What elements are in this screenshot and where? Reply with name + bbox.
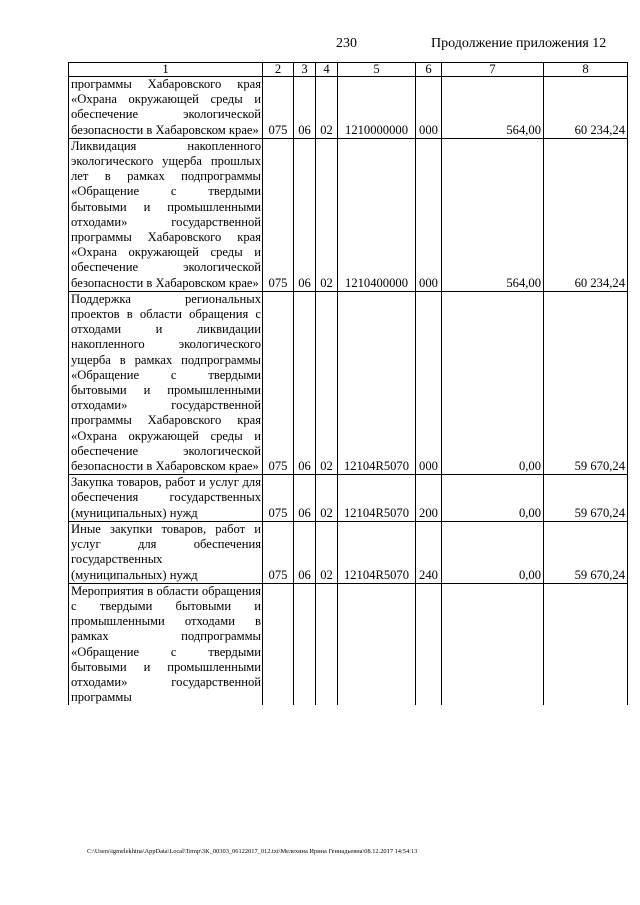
- page-number: 230: [336, 36, 357, 51]
- section-cell: 06: [294, 475, 316, 522]
- amount-col8-cell: 60 234,24: [544, 77, 628, 139]
- table-row: [69, 475, 628, 522]
- subsection-cell: 02: [316, 475, 338, 522]
- ministry-code-cell: 075: [263, 475, 294, 522]
- amount-col8-cell: [544, 583, 628, 705]
- table-header-row: [69, 63, 628, 77]
- column-header-8: 8: [544, 63, 628, 77]
- amount-col7-cell: 0,00: [442, 521, 544, 583]
- section-cell: 06: [294, 138, 316, 291]
- amount-col8-cell: 59 670,24: [544, 521, 628, 583]
- subsection-cell: [316, 583, 338, 705]
- expense-type-cell: 000: [416, 77, 442, 139]
- table-row: [69, 138, 628, 291]
- subsection-cell: 02: [316, 77, 338, 139]
- amount-col7-cell: 564,00: [442, 77, 544, 139]
- column-header-3: 3: [294, 63, 316, 77]
- amount-col7-cell: 0,00: [442, 475, 544, 522]
- column-header-1: 1: [69, 63, 263, 77]
- target-article-cell: [338, 583, 416, 705]
- expense-type-cell: 240: [416, 521, 442, 583]
- budget-table: [68, 62, 628, 705]
- amount-col8-cell: 59 670,24: [544, 475, 628, 522]
- section-cell: 06: [294, 77, 316, 139]
- table-row: [69, 521, 628, 583]
- row-name-cell: Иные закупки товаров, работ и услуг для обеспечения государственных (муниципальных) нужд: [69, 521, 263, 583]
- row-name-cell: Закупка товаров, работ и услуг для обеспечения государственных (муниципальных) нужд: [69, 475, 263, 522]
- column-header-5: 5: [338, 63, 416, 77]
- column-header-7: 7: [442, 63, 544, 77]
- amount-col8-cell: 59 670,24: [544, 291, 628, 474]
- ministry-code-cell: 075: [263, 521, 294, 583]
- target-article-cell: 1210000000: [338, 77, 416, 139]
- expense-type-cell: 200: [416, 475, 442, 522]
- ministry-code-cell: 075: [263, 138, 294, 291]
- expense-type-cell: 000: [416, 138, 442, 291]
- section-cell: [294, 583, 316, 705]
- ministry-code-cell: [263, 583, 294, 705]
- section-cell: 06: [294, 291, 316, 474]
- row-name-cell: программы Хабаровского края «Охрана окружающей среды и обеспечение экологической безопасности в Хабаровском крае»: [69, 77, 263, 139]
- target-article-cell: 12104R5070: [338, 291, 416, 474]
- table-row: [69, 583, 628, 705]
- section-cell: 06: [294, 521, 316, 583]
- amount-col7-cell: [442, 583, 544, 705]
- target-article-cell: 12104R5070: [338, 521, 416, 583]
- amount-col8-cell: 60 234,24: [544, 138, 628, 291]
- table-row: [69, 291, 628, 474]
- column-header-6: 6: [416, 63, 442, 77]
- subsection-cell: 02: [316, 291, 338, 474]
- target-article-cell: 12104R5070: [338, 475, 416, 522]
- amount-col7-cell: 564,00: [442, 138, 544, 291]
- column-header-2: 2: [263, 63, 294, 77]
- expense-type-cell: [416, 583, 442, 705]
- target-article-cell: 1210400000: [338, 138, 416, 291]
- row-name-cell: Мероприятия в области обращения с твердыми бытовыми и промышленными отходами в рамках подпрограммы «Обращение с твердыми бытовыми и промышленными отходами» государственной программы: [69, 583, 263, 705]
- table-row: [69, 77, 628, 139]
- row-name-cell: Поддержка региональных проектов в области обращения с отходами и ликвидации накопленного экологического ущерба в рамках подпрограммы «Обращение с твердыми бытовыми и промышленными отходами» государственной программы Хабаровского края «Охрана окружающей среды и обеспечение экологической безопасности в Хабаровском крае»: [69, 291, 263, 474]
- amount-col7-cell: 0,00: [442, 291, 544, 474]
- file-path-footer: C:\Users\igmelekhina\AppData\Local\Temp\3K_00303_06122017_012.txt\Мелехина Ирина Геннадьевна\08.12.2017 14:54:13: [87, 848, 418, 855]
- ministry-code-cell: 075: [263, 291, 294, 474]
- ministry-code-cell: 075: [263, 77, 294, 139]
- subsection-cell: 02: [316, 521, 338, 583]
- expense-type-cell: 000: [416, 291, 442, 474]
- subsection-cell: 02: [316, 138, 338, 291]
- row-name-cell: Ликвидация накопленного экологического ущерба прошлых лет в рамках подпрограммы «Обращение с твердыми бытовыми и промышленными отходами» государственной программы Хабаровского края «Охрана окружающей среды и обеспечение экологической безопасности в Хабаровском крае»: [69, 138, 263, 291]
- appendix-continuation-title: Продолжение приложения 12: [431, 36, 607, 51]
- column-header-4: 4: [316, 63, 338, 77]
